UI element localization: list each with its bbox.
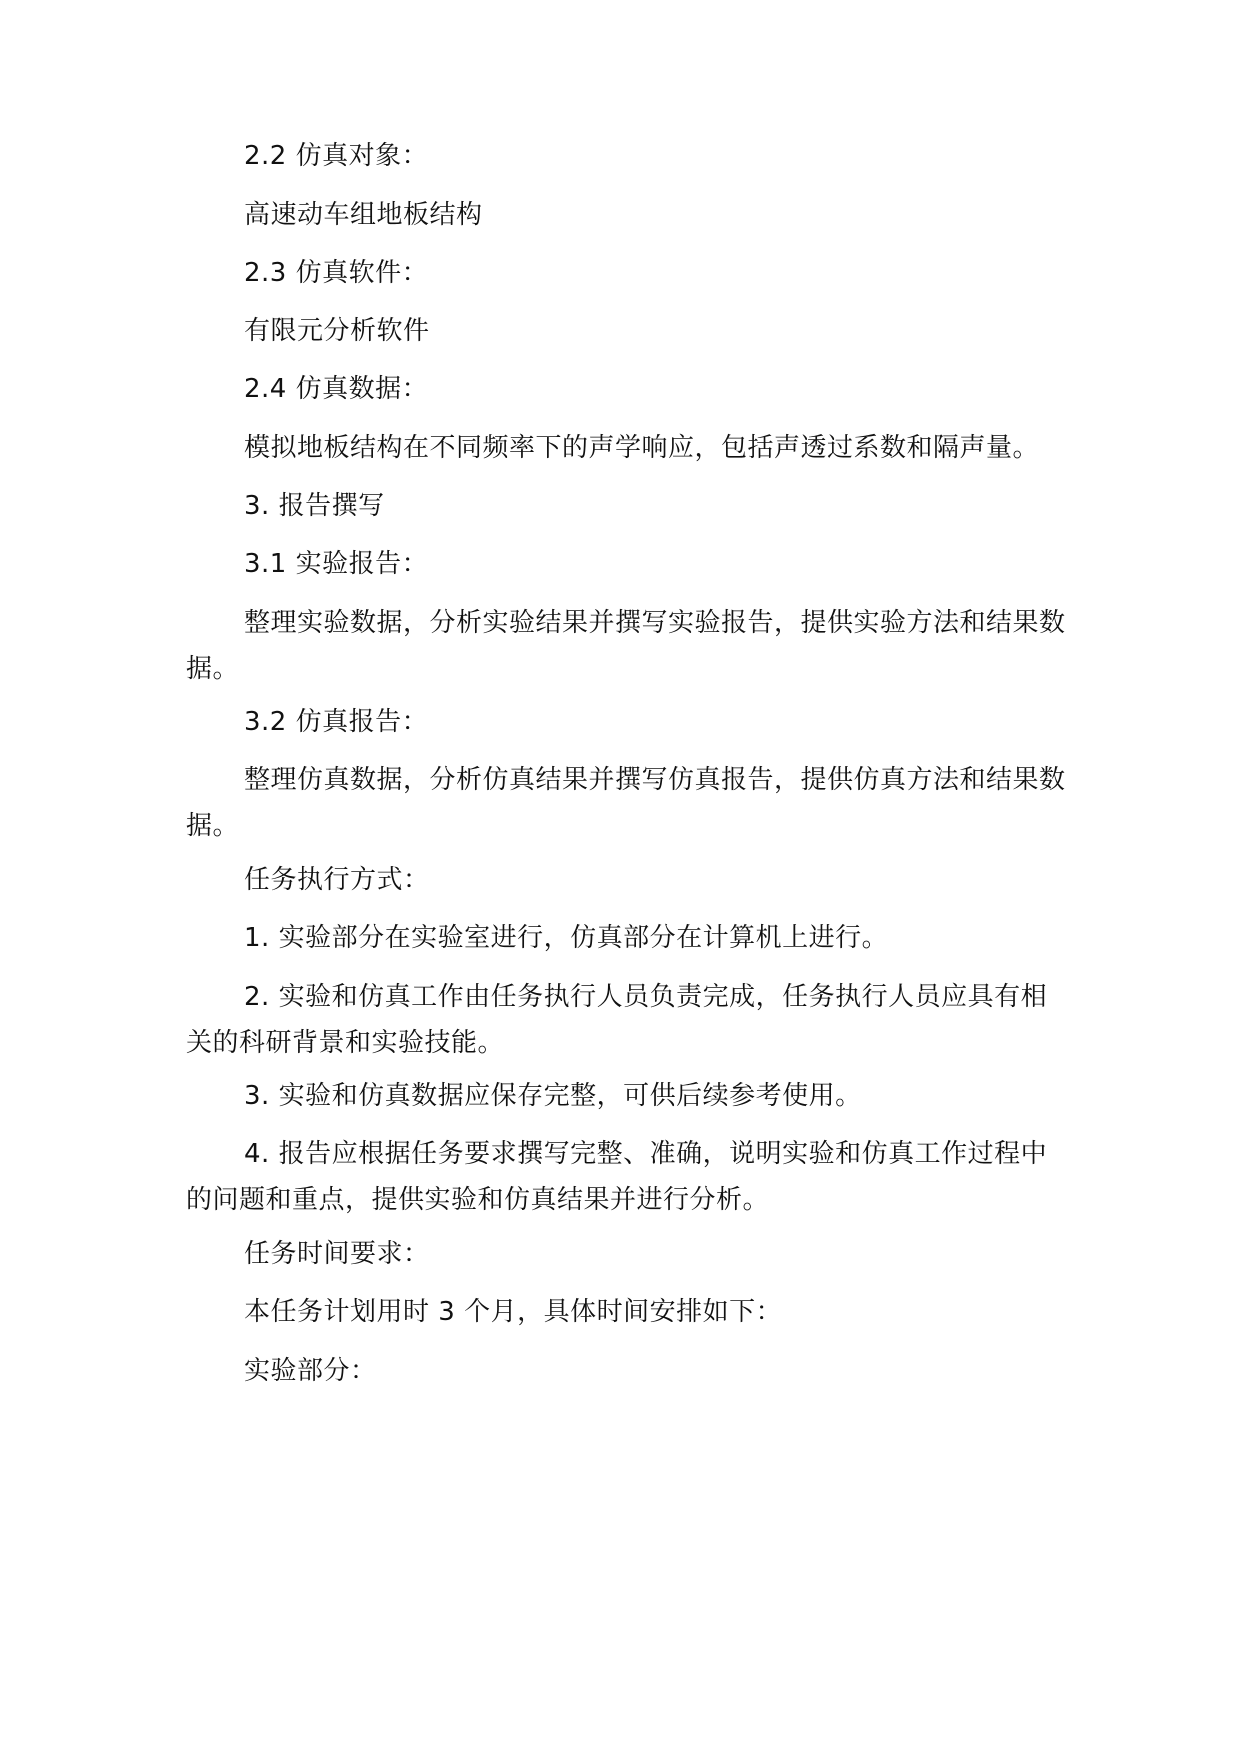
list-item-execution-3: 3. 实验和仿真数据应保存完整，可供后续参考使用。 <box>244 1081 862 1111</box>
heading-simulation-software: 2.3 仿真软件： <box>244 258 429 288</box>
paragraph-time-plan: 本任务计划用时 3 个月，具体时间安排如下： <box>244 1297 783 1327</box>
heading-time-requirement: 任务时间要求： <box>244 1239 430 1269</box>
heading-report-writing: 3. 报告撰写 <box>244 491 385 521</box>
list-item-execution-2: 2. 实验和仿真工作由任务执行人员负责完成，任务执行人员应具有相关的科研背景和实验技能。 <box>186 982 1048 1058</box>
heading-simulation-object: 2.2 仿真对象： <box>244 141 429 171</box>
heading-experiment-part: 实验部分： <box>244 1356 377 1386</box>
paragraph-simulation-software: 有限元分析软件 <box>244 316 430 346</box>
list-item-execution-1: 1. 实验部分在实验室进行，仿真部分在计算机上进行。 <box>244 923 889 953</box>
list-item-execution-4: 4. 报告应根据任务要求撰写完整、准确，说明实验和仿真工作过程中的问题和重点，提供实验和仿真结果并进行分析。 <box>186 1139 1048 1215</box>
heading-simulation-report: 3.2 仿真报告： <box>244 707 429 737</box>
paragraph-simulation-object: 高速动车组地板结构 <box>244 200 483 230</box>
paragraph-experiment-report: 整理实验数据，分析实验结果并撰写实验报告，提供实验方法和结果数据。 <box>186 608 1066 684</box>
paragraph-simulation-data: 模拟地板结构在不同频率下的声学响应，包括声透过系数和隔声量。 <box>244 433 1040 463</box>
heading-simulation-data: 2.4 仿真数据： <box>244 374 429 404</box>
paragraph-simulation-report: 整理仿真数据，分析仿真结果并撰写仿真报告，提供仿真方法和结果数据。 <box>186 765 1066 841</box>
heading-execution-method: 任务执行方式： <box>244 865 430 895</box>
heading-experiment-report: 3.1 实验报告： <box>244 549 429 579</box>
